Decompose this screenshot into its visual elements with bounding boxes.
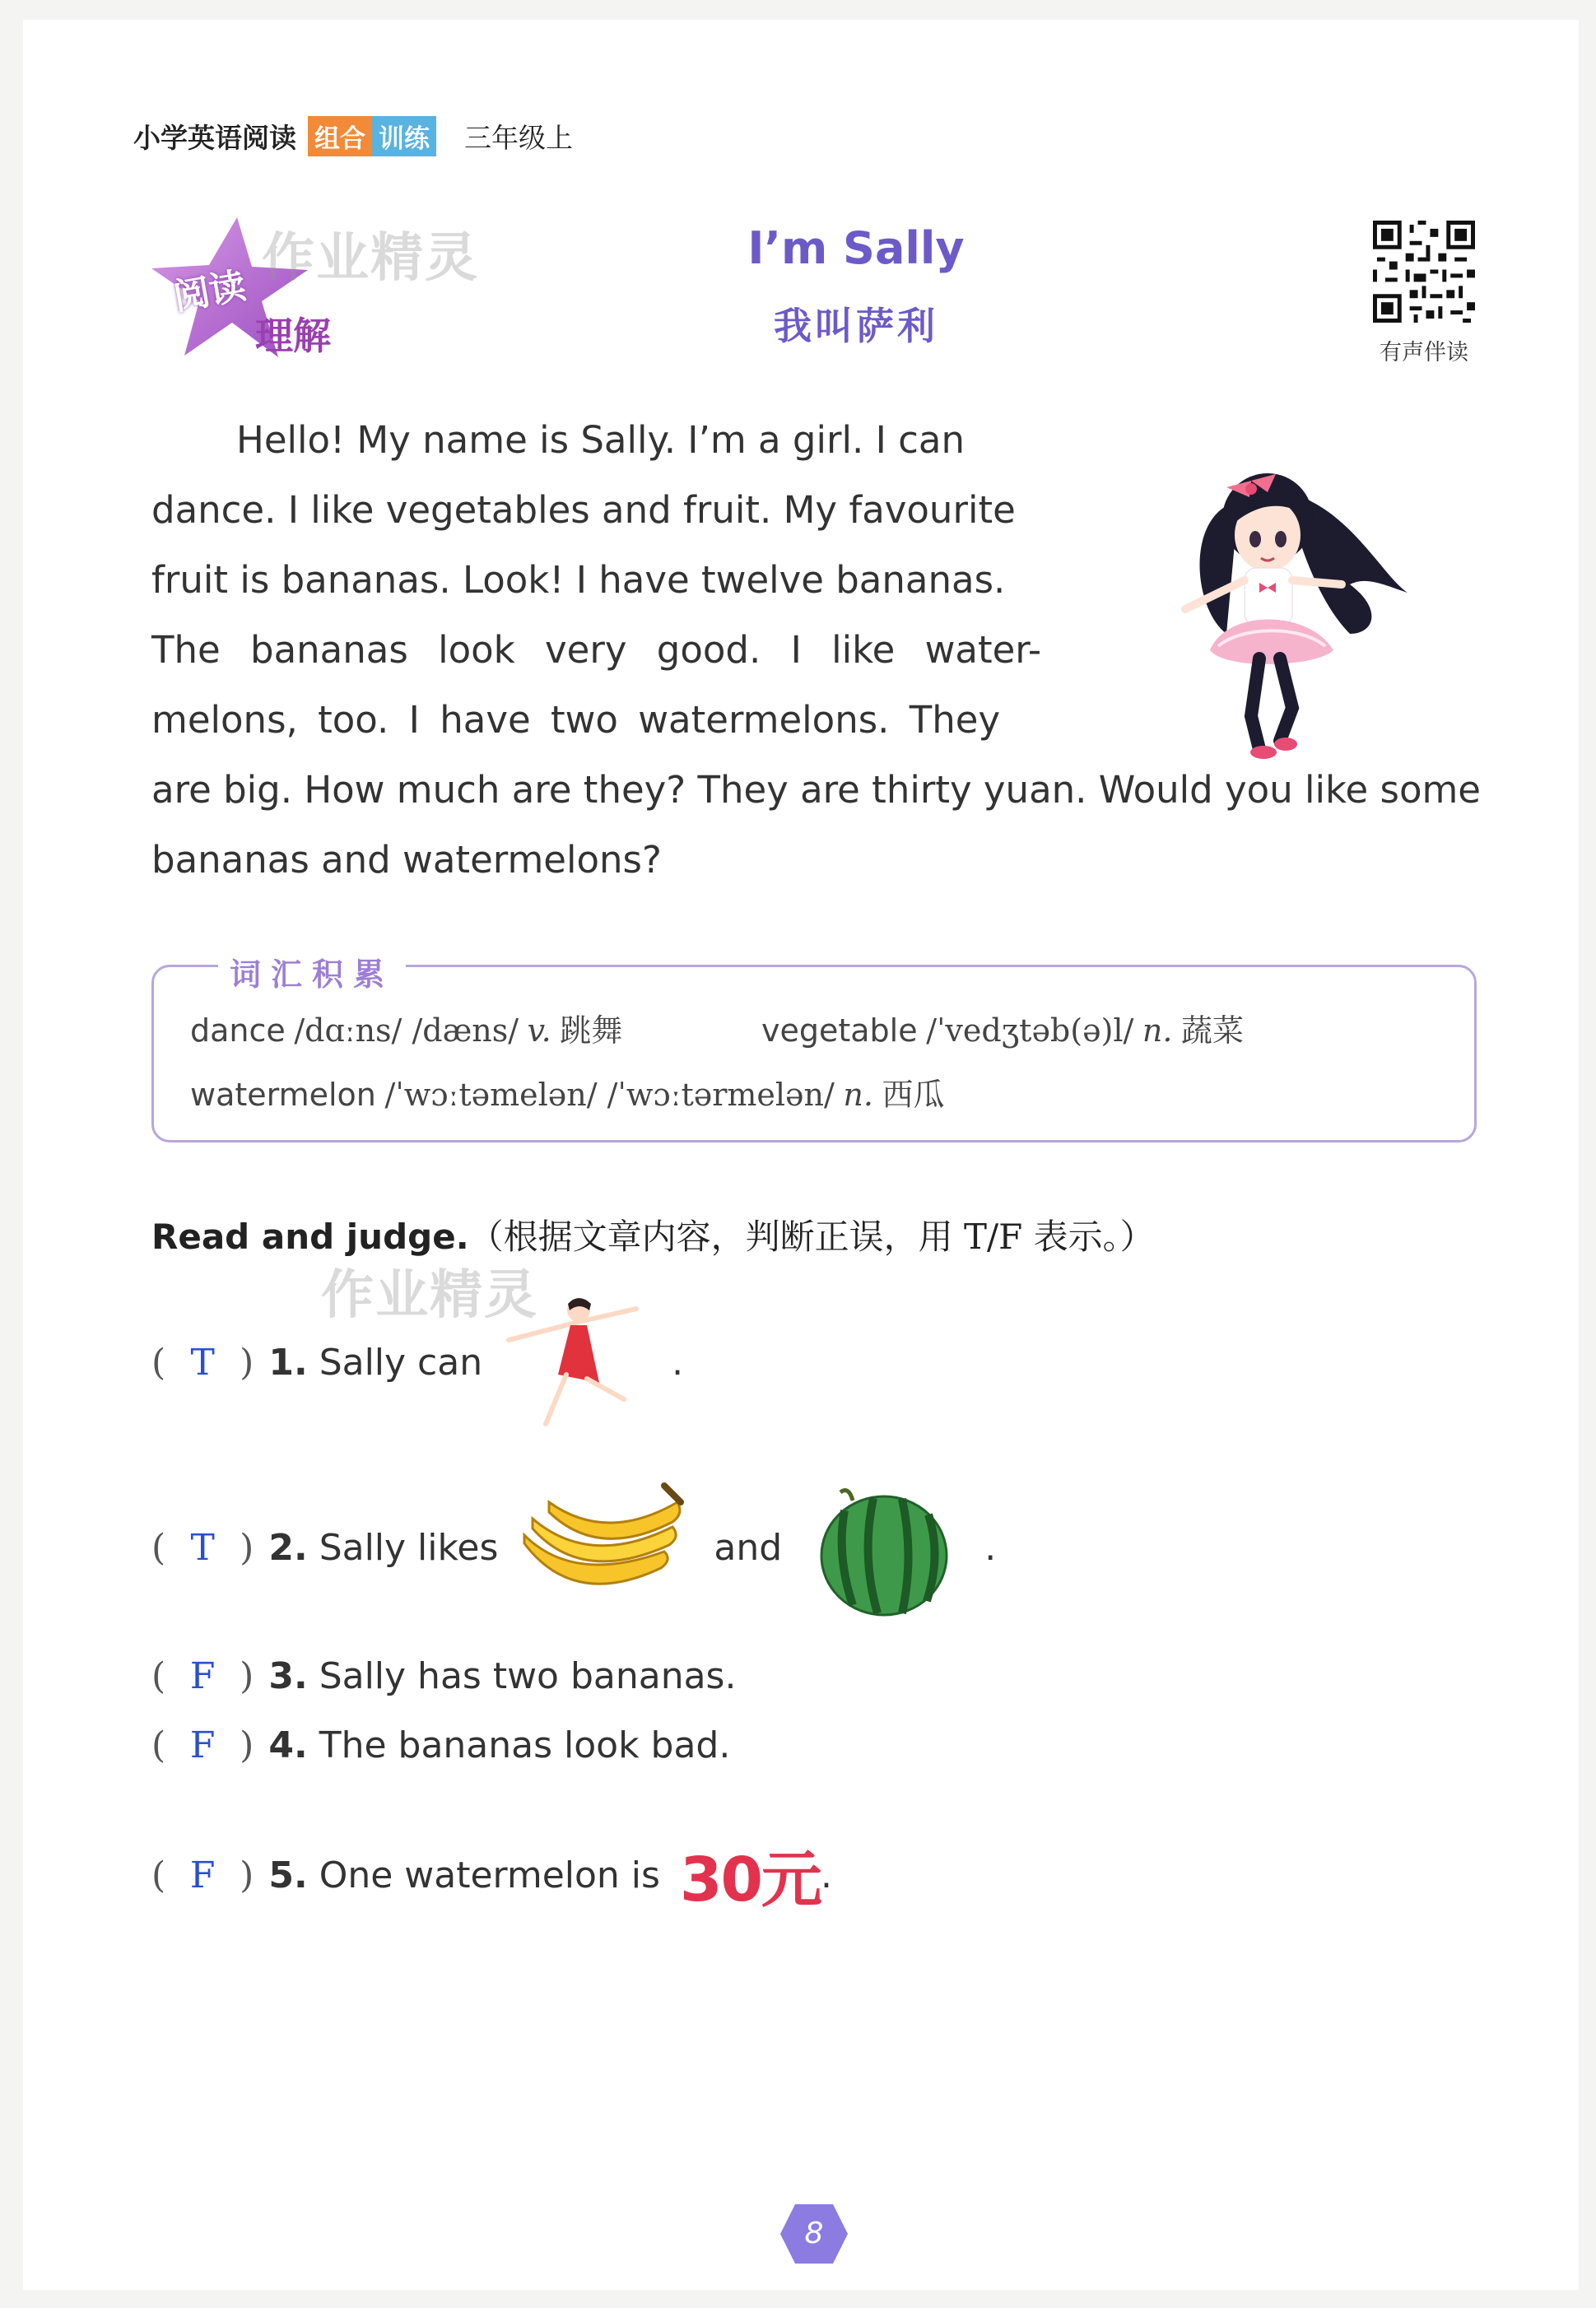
vocab-pos: n. xyxy=(843,1077,873,1113)
question-text: Sally has two bananas. xyxy=(319,1654,737,1697)
vocab-word: vegetable xyxy=(761,1012,918,1049)
series-tag xyxy=(308,116,436,156)
question-1: ( T ) 1. Sally can . xyxy=(151,1292,683,1432)
vocab-word: watermelon xyxy=(190,1077,376,1113)
question-2: ( T ) 2. Sally likes and . xyxy=(151,1473,996,1622)
vocab-entry xyxy=(190,1069,945,1114)
title-block xyxy=(609,0,1103,412)
question-number: 1. xyxy=(268,1341,308,1384)
question-mid: and xyxy=(714,1526,783,1569)
question-3: ( F ) 3. Sally has two bananas. xyxy=(151,1654,737,1697)
passage-line: are big. How much are they? They are thirty yuan. Would you like some xyxy=(151,768,1481,812)
vocab-pos: n. xyxy=(1142,1012,1173,1049)
passage-line: Hello! My name is Sally. I’m a girl. I can xyxy=(236,418,965,462)
question-number: 4. xyxy=(268,1724,308,1766)
vocab-meaning: 蔬菜 xyxy=(1181,1012,1245,1049)
watermark: 作业精灵 xyxy=(262,228,479,289)
qr-code-icon[interactable] xyxy=(1373,221,1475,323)
question-number: 5. xyxy=(268,1854,308,1896)
vocab-pos: v. xyxy=(527,1012,551,1049)
vocab-phonetic: /ˈwɔːtəmelən/ /ˈwɔːtərmelən/ xyxy=(384,1077,835,1113)
price-label: 30元 xyxy=(679,1845,821,1915)
title-chinese: 我叫萨利 xyxy=(774,304,938,348)
question-end: . xyxy=(984,1526,997,1569)
question-5: ( F ) 5. One watermelon is 30元 . xyxy=(151,1834,832,1916)
bananas-icon xyxy=(516,1477,689,1617)
exercise-instruction: （根据文章内容，判断正误，用 T/F 表示。） xyxy=(468,1217,1155,1257)
answer-field[interactable]: F xyxy=(189,1724,216,1766)
passage-line: fruit is bananas. Look! I have twelve bananas. xyxy=(151,558,1006,602)
question-text: Sally can xyxy=(319,1341,483,1384)
watermark: 作业精灵 xyxy=(321,1265,538,1326)
dancer-icon xyxy=(500,1292,649,1432)
vocabulary-box xyxy=(151,956,1477,1142)
answer-field[interactable]: F xyxy=(189,1654,216,1697)
watermelon-icon xyxy=(812,1477,960,1617)
question-number: 2. xyxy=(268,1526,308,1569)
vocab-meaning: 跳舞 xyxy=(560,1012,623,1049)
grade-label: 三年级上 xyxy=(464,121,573,154)
badge-line-1: 阅读 xyxy=(170,264,249,319)
dancing-girl-illustration xyxy=(1136,444,1416,765)
vocab-phonetic: /dɑːns/ /dæns/ xyxy=(294,1012,519,1049)
question-text: Sally likes xyxy=(319,1526,499,1569)
vocabulary-title: 词汇积累 xyxy=(218,949,406,994)
passage-line: The bananas look very good. I like water- xyxy=(151,628,1042,672)
book-header xyxy=(133,115,573,156)
question-end: . xyxy=(820,1854,832,1896)
qr-caption: 有声伴读 xyxy=(1380,340,1468,365)
exercise-heading xyxy=(151,1210,1155,1259)
passage-line: bananas and watermelons? xyxy=(151,838,662,882)
question-4: ( F ) 4. The bananas look bad. xyxy=(151,1724,731,1766)
exercise-title: Read and judge. xyxy=(151,1217,469,1257)
vocab-meaning: 西瓜 xyxy=(882,1077,945,1113)
tag-part-1: 组合 xyxy=(308,116,372,156)
answer-field[interactable]: T xyxy=(190,1341,215,1384)
vocab-entry xyxy=(190,1005,622,1050)
question-number: 3. xyxy=(268,1654,308,1697)
vocab-phonetic: /ˈvedʒtəb(ə)l/ xyxy=(926,1012,1134,1049)
passage-line: melons, too. I have two watermelons. They xyxy=(151,698,1001,742)
question-text: The bananas look bad. xyxy=(319,1724,731,1766)
page-number xyxy=(779,2203,849,2265)
vocab-word: dance xyxy=(190,1012,286,1049)
question-text: One watermelon is xyxy=(319,1854,660,1896)
answer-field[interactable]: F xyxy=(189,1854,216,1896)
tag-part-2: 训练 xyxy=(372,116,436,156)
question-end: . xyxy=(672,1341,684,1384)
passage-line: dance. I like vegetables and fruit. My favourite xyxy=(151,488,1016,532)
vocab-entry xyxy=(761,1005,1244,1050)
title-english: I’m Sally xyxy=(747,222,965,274)
page-number-label: 8 xyxy=(804,2217,824,2250)
answer-field[interactable]: T xyxy=(190,1526,215,1569)
badge-line-2: 理解 xyxy=(255,314,331,358)
series-title: 小学英语阅读 xyxy=(133,121,296,154)
